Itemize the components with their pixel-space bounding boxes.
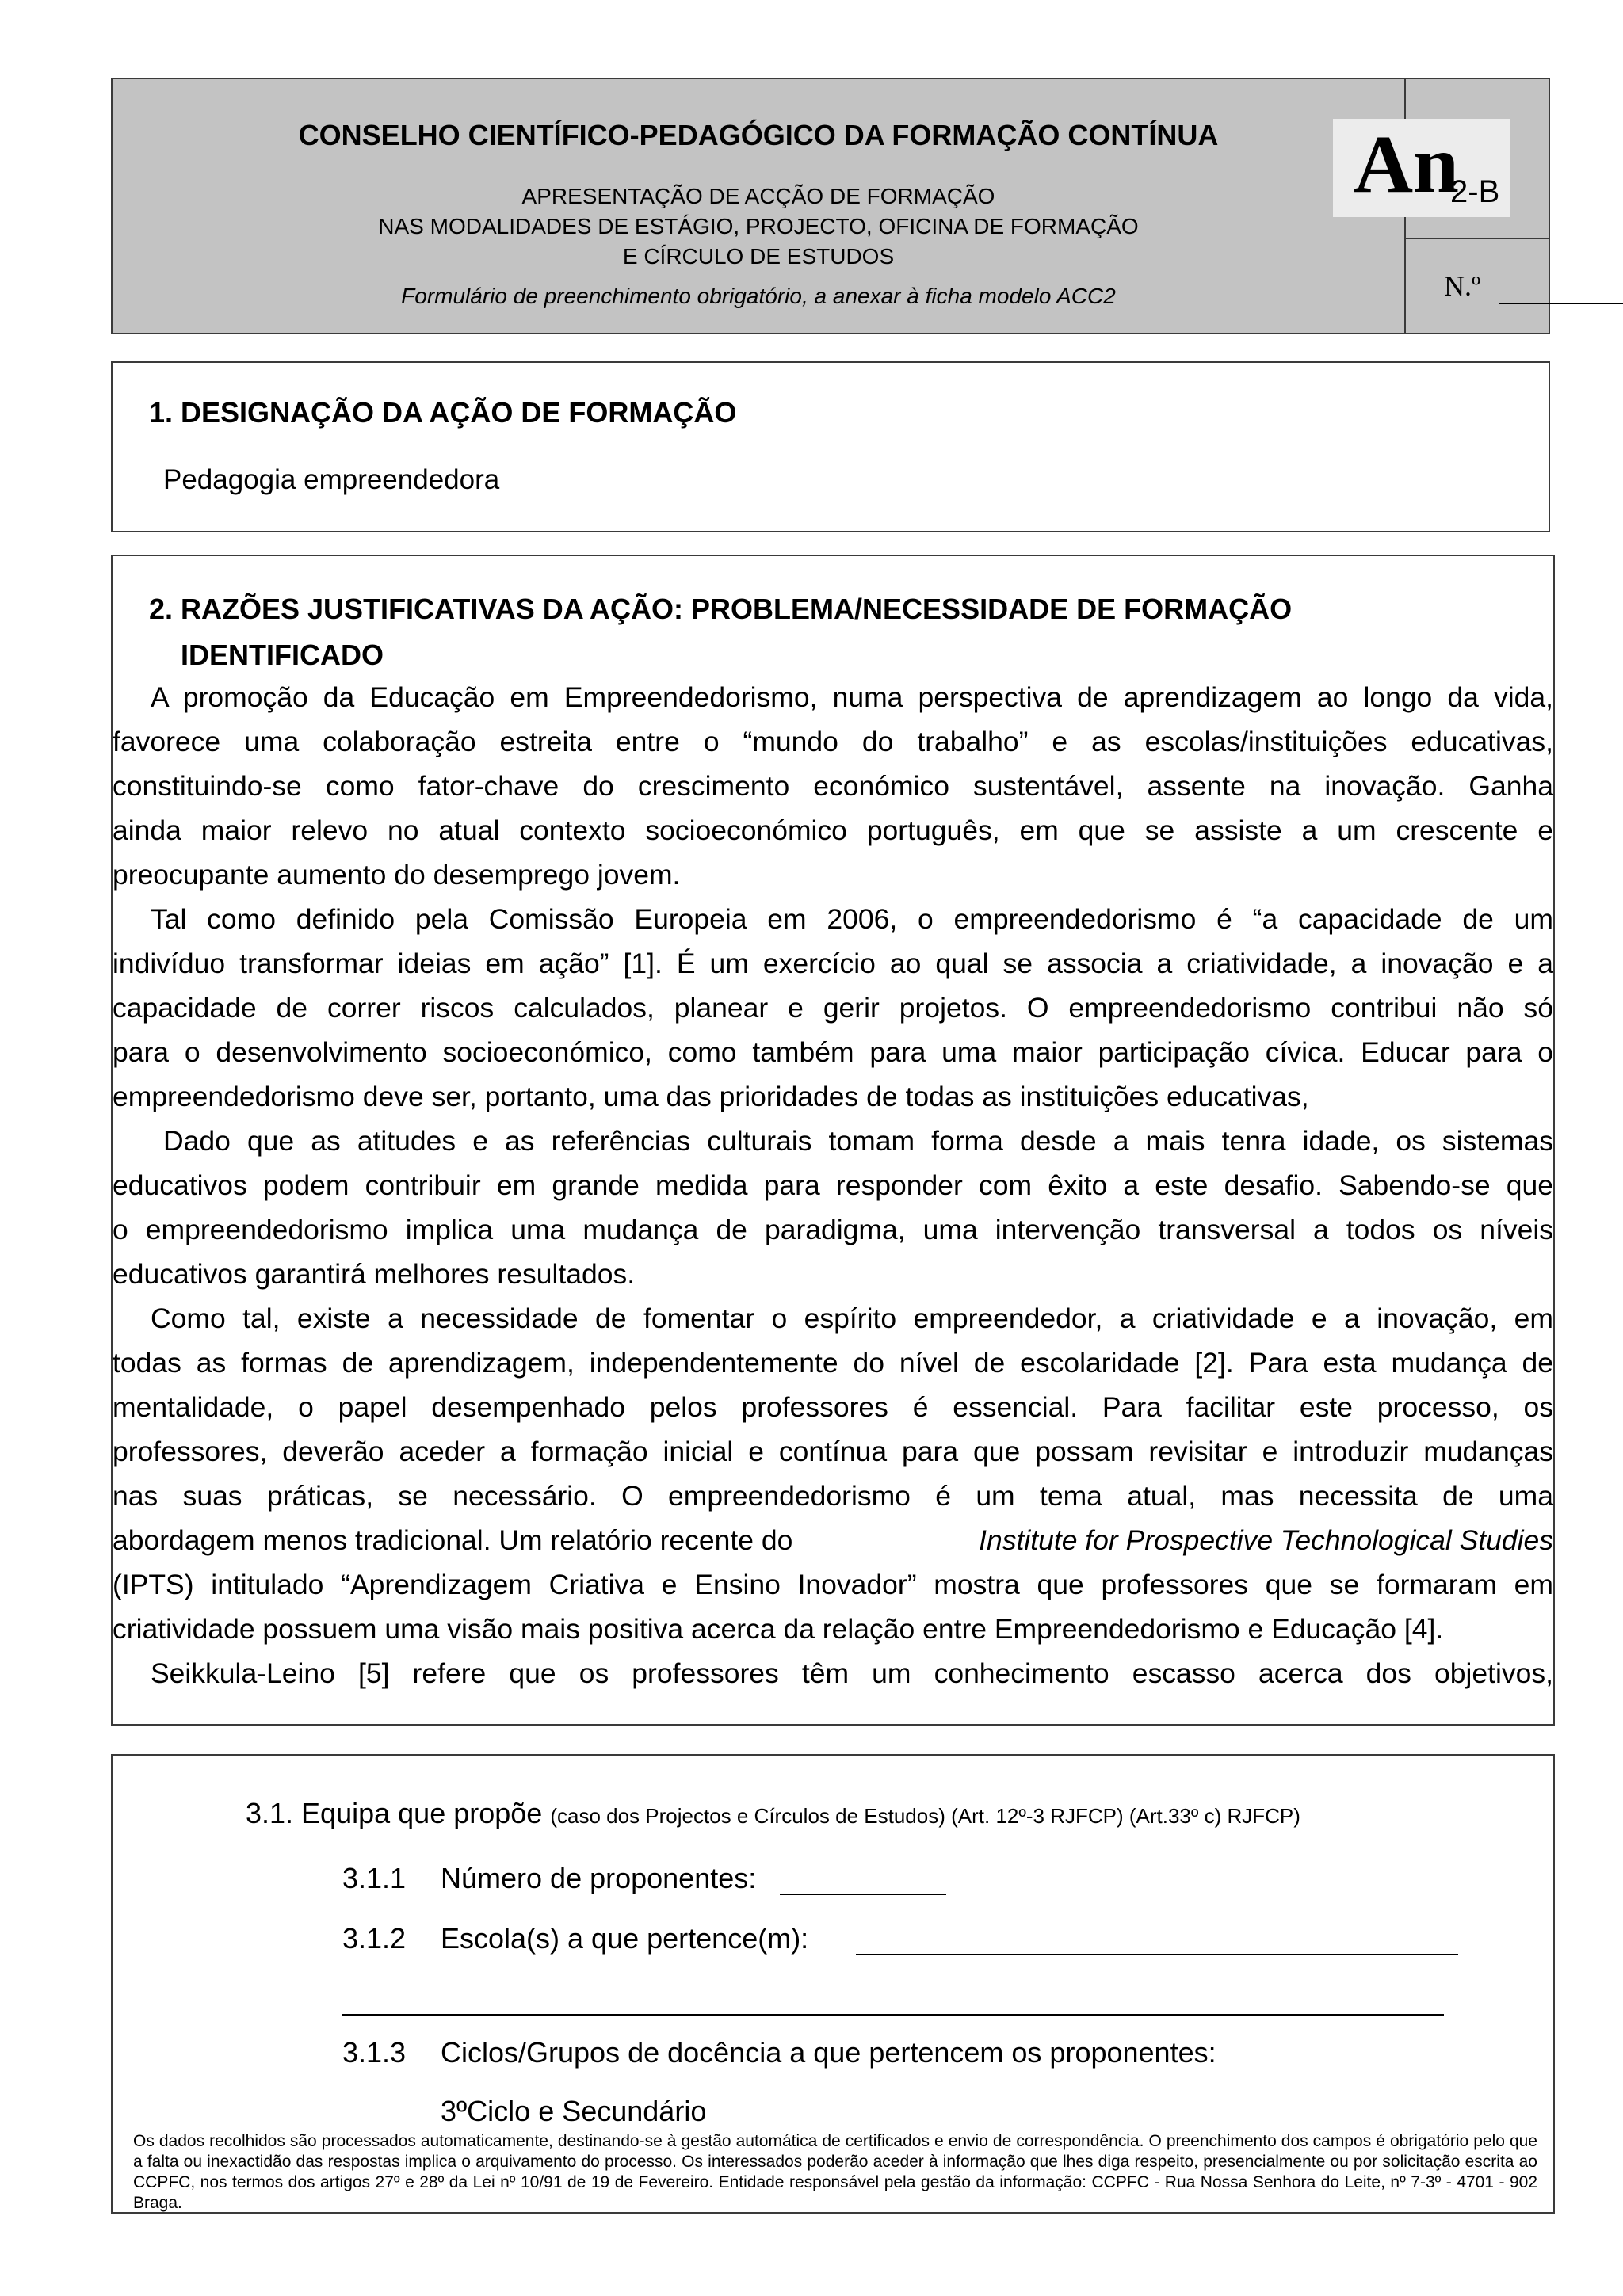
- number-field[interactable]: [1499, 303, 1623, 304]
- text-line: (IPTS) intitulado “Aprendizagem Criativa e Ensino Inovador” mostra que professores que se formaram em: [113, 1569, 1553, 1600]
- header-subtitle-line: APRESENTAÇÃO DE ACÇÃO DE FORMAÇÃO: [521, 184, 995, 208]
- text-line: o empreendedorismo implica uma mudança de paradigma, uma intervenção transversal a todos os níveis: [113, 1214, 1553, 1245]
- form-code-sub: 2-B: [1450, 174, 1500, 209]
- section-title: 1. DESIGNAÇÃO DA AÇÃO DE FORMAÇÃO: [149, 396, 737, 429]
- header-title: CONSELHO CIENTÍFICO-PEDAGÓGICO DA FORMAÇÃO CONTÍNUA: [298, 119, 1219, 151]
- text-line: educativos podem contribuir em grande medida para responder com êxito a este desafio. Sabendo-se que: [113, 1169, 1553, 1201]
- text-line: preocupante aumento do desemprego jovem.: [113, 859, 681, 891]
- italic-title: Institute for Prospective Technological Studies: [979, 1524, 1553, 1556]
- text-line: A promoção da Educação em Empreendedorismo, numa perspectiva de aprendizagem ao longo da vida,: [151, 681, 1553, 713]
- item-number: 3.1.2: [342, 1922, 407, 1955]
- text-line: Dado que as atitudes e as referências culturais tomam forma desde a mais tenra idade, os sistemas: [163, 1125, 1553, 1157]
- privacy-notice: Os dados recolhidos são processados automaticamente, destinando-se à gestão automática de certificados e envio de correspondência. O preenchimento dos campos é obrigatório pelo que a falta ou inexactidão das respostas implica o arquivamento do processo. Os interessados poderão aceder à informação que lhes diga respeito, presencialmente ou por solicitação escrita ao CCPFC, nos termos dos artigos 27º e 28º da Lei nº 10/91 de 19 de Fevereiro. Entidade responsável pela gestão da informação: CCPFC - Rua Nossa Senhora do Leite, nº 7-3º - 4701 - 902 Braga.: [133, 2132, 1537, 2212]
- text-line: Tal como definido pela Comissão Europeia em 2006, o empreendedorismo é “a capacidade de um: [151, 903, 1553, 935]
- section-designation: [111, 361, 1550, 532]
- header-note: Formulário de preenchimento obrigatório, a anexar à ficha modelo ACC2: [401, 284, 1116, 308]
- form-code-main: An: [1354, 119, 1459, 210]
- text-line: ainda maior relevo no atual contexto socioeconómico português, em que se assiste a um crescente e: [113, 814, 1553, 846]
- header-subtitle-line: NAS MODALIDADES DE ESTÁGIO, PROJECTO, OFICINA DE FORMAÇÃO: [378, 214, 1139, 238]
- section-team: [111, 1754, 1555, 2214]
- schools-field-continued[interactable]: [342, 2014, 1444, 2016]
- subsection-heading: 3.1. Equipa que propõe (caso dos Projectos e Círculos de Estudos) (Art. 12º-3 RJFCP) (Art.33º c) RJFCP): [246, 1797, 1300, 1829]
- header-subtitle-line: E CÍRCULO DE ESTUDOS: [622, 244, 895, 269]
- text-line: abordagem menos tradicional. Um relatório recente do Institute for Prospective Technological Studies: [113, 1524, 1553, 1556]
- subsection-heading-note: (caso dos Projectos e Círculos de Estudos) (Art. 12º-3 RJFCP) (Art.33º c) RJFCP): [550, 1804, 1300, 1828]
- text-line: mentalidade, o papel desempenhado pelos professores é essencial. Para facilitar este processo, os: [113, 1391, 1553, 1423]
- number-label: N.º: [1444, 270, 1481, 302]
- item-label: Escola(s) a que pertence(m):: [441, 1922, 809, 1955]
- text-line: favorece uma colaboração estreita entre o “mundo do trabalho” e as escolas/instituições educativas,: [113, 726, 1553, 757]
- text-line: para o desenvolvimento socioeconómico, como também para uma maior participação cívica. Educar para o: [113, 1036, 1553, 1068]
- item-label: Número de proponentes:: [441, 1862, 757, 1894]
- text-line: criatividade possuem uma visão mais positiva acerca da relação entre Empreendedorismo e Educação [4].: [113, 1613, 1444, 1645]
- text-line: empreendedorismo deve ser, portanto, uma das prioridades de todas as instituições educativas,: [113, 1081, 1309, 1112]
- text-line: constituindo-se como fator-chave do crescimento económico sustentável, assente na inovação. Ganha: [113, 770, 1553, 802]
- cycles-value[interactable]: 3ºCiclo e Secundário: [441, 2095, 707, 2127]
- item-label: Ciclos/Grupos de docência a que pertencem os proponentes:: [441, 2036, 1216, 2069]
- text-line: Seikkula-Leino [5] refere que os professores têm um conhecimento escasso acerca dos objetivos,: [151, 1657, 1553, 1689]
- text-line: Como tal, existe a necessidade de fomentar o espírito empreendedor, a criatividade e a inovação, em: [151, 1302, 1553, 1334]
- item-number: 3.1.3: [342, 2036, 407, 2069]
- section-justification: [111, 555, 1555, 1726]
- text-line: capacidade de correr riscos calculados, planear e gerir projetos. O empreendedorismo contribui não só: [113, 992, 1553, 1024]
- text-line: professores, deverão aceder a formação inicial e contínua para que possam revisitar e introduzir mudanças: [113, 1436, 1553, 1467]
- section-title: 2. RAZÕES JUSTIFICATIVAS DA AÇÃO: PROBLEMA/NECESSIDADE DE FORMAÇÃO: [149, 593, 1293, 625]
- text-line: indivíduo transformar ideias em ação” [1]. É um exercício ao qual se associa a criatividade, a inovação e a: [113, 948, 1553, 979]
- header-divider: [1406, 238, 1549, 239]
- item-number: 3.1.1: [342, 1862, 407, 1894]
- schools-field[interactable]: [856, 1954, 1458, 1955]
- text-line: todas as formas de aprendizagem, independentemente do nível de escolaridade [2]. Para esta mudança de: [113, 1347, 1553, 1379]
- text-line: educativos garantirá melhores resultados.: [113, 1258, 636, 1290]
- form-header: [111, 78, 1550, 334]
- form-code-badge: [1333, 119, 1510, 217]
- text-line: nas suas práticas, se necessário. O empreendedorismo é um tema atual, mas necessita de uma: [113, 1480, 1553, 1512]
- section-title-continued: IDENTIFICADO: [181, 639, 384, 671]
- designation-value[interactable]: Pedagogia empreendedora: [163, 464, 500, 495]
- proponents-field[interactable]: [780, 1894, 946, 1895]
